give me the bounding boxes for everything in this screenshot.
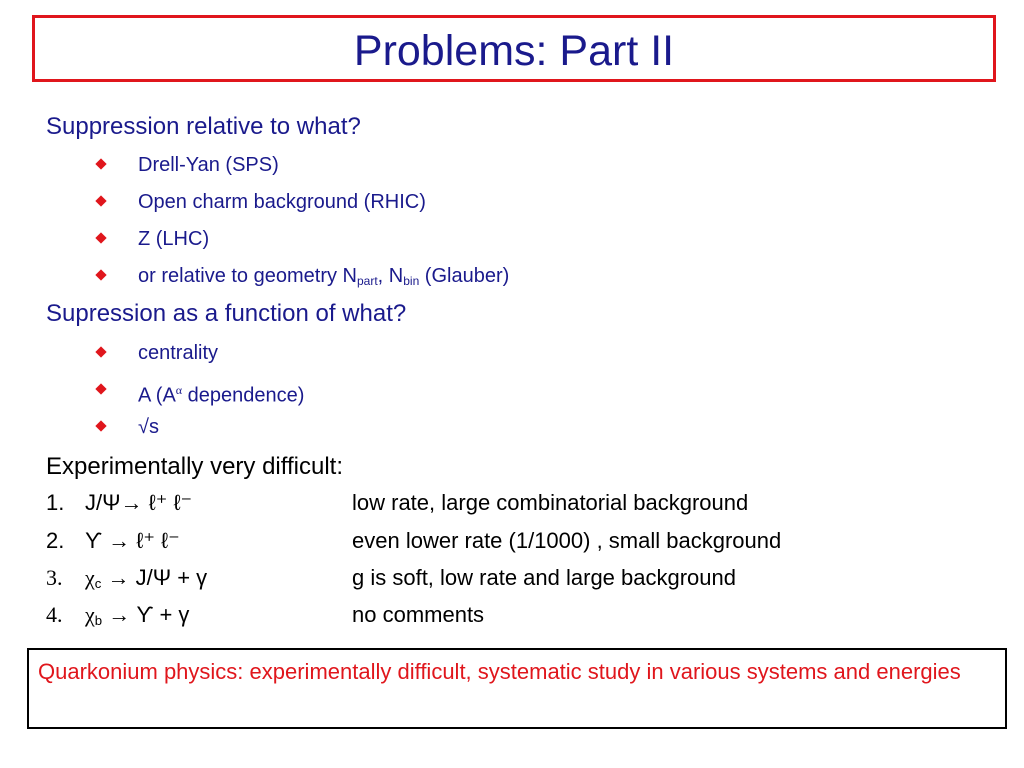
red-diamond-icon [95,232,106,243]
section1-item-2: Open charm background (RHIC) [138,191,426,213]
decay-expression: ϒ → ℓ⁺ ℓ⁻ [85,528,180,553]
conclusion-box [27,648,1007,729]
item-description: low rate, large combinatorial background [352,490,749,515]
red-diamond-icon [95,195,106,206]
red-diamond-icon [95,269,106,280]
decay-products: → J/Ψ + γ [101,565,208,590]
geometry-suffix: (Glauber) [419,265,510,287]
title-box [32,15,996,82]
slide-title: Problems: Part II [353,27,675,75]
section1-item-3: Z (LHC) [138,228,210,250]
item-description: no comments [352,602,485,627]
section1-item-1: Drell-Yan (SPS) [138,154,279,176]
npart-subscript: part [356,274,378,288]
geometry-prefix: or relative to geometry N [138,265,357,287]
nbin-subscript: bin [403,274,420,288]
decay-expression [85,565,207,591]
red-diamond-icon [95,346,106,357]
red-diamond-icon [95,158,106,169]
section1-item-4 [138,262,509,295]
conclusion-text: Quarkonium physics: experimentally difficult, systematic study in various systems and energies [38,659,961,684]
item-description: g is soft, low rate and large background [352,565,737,590]
section2-item-2 [138,376,304,410]
section2-item-3: √s [138,416,159,438]
red-diamond-icon [95,420,106,431]
section3-heading: Experimentally very difficult: [46,453,343,480]
item-description: even lower rate (1/1000) , small background [352,528,782,553]
decay-expression [85,602,189,628]
decay-expression: J/Ψ→ ℓ⁺ ℓ⁻ [85,490,193,515]
a-suffix: dependence) [182,384,305,407]
section2-item-1: centrality [138,342,219,364]
item-number: 3. [46,565,63,590]
chi-symbol: χ [85,565,95,590]
list-item [0,602,1024,630]
geometry-mid: , N [377,265,404,287]
a-prefix: A (A [138,384,176,407]
alpha-superscript: α [175,383,183,397]
list-item [0,528,1024,556]
chi-subscript: b [94,613,103,628]
decay-products: → ϒ + γ [102,602,190,627]
chi-subscript: c [94,576,102,591]
chi-symbol: χ [85,602,95,627]
section1-heading: Suppression relative to what? [46,113,361,140]
item-number: 2. [46,528,65,553]
list-item [0,565,1024,593]
item-number: 4. [46,602,63,627]
list-item [0,490,1024,518]
section2-heading: Supression as a function of what? [46,300,407,327]
red-diamond-icon [95,383,106,394]
item-number: 1. [46,490,65,515]
